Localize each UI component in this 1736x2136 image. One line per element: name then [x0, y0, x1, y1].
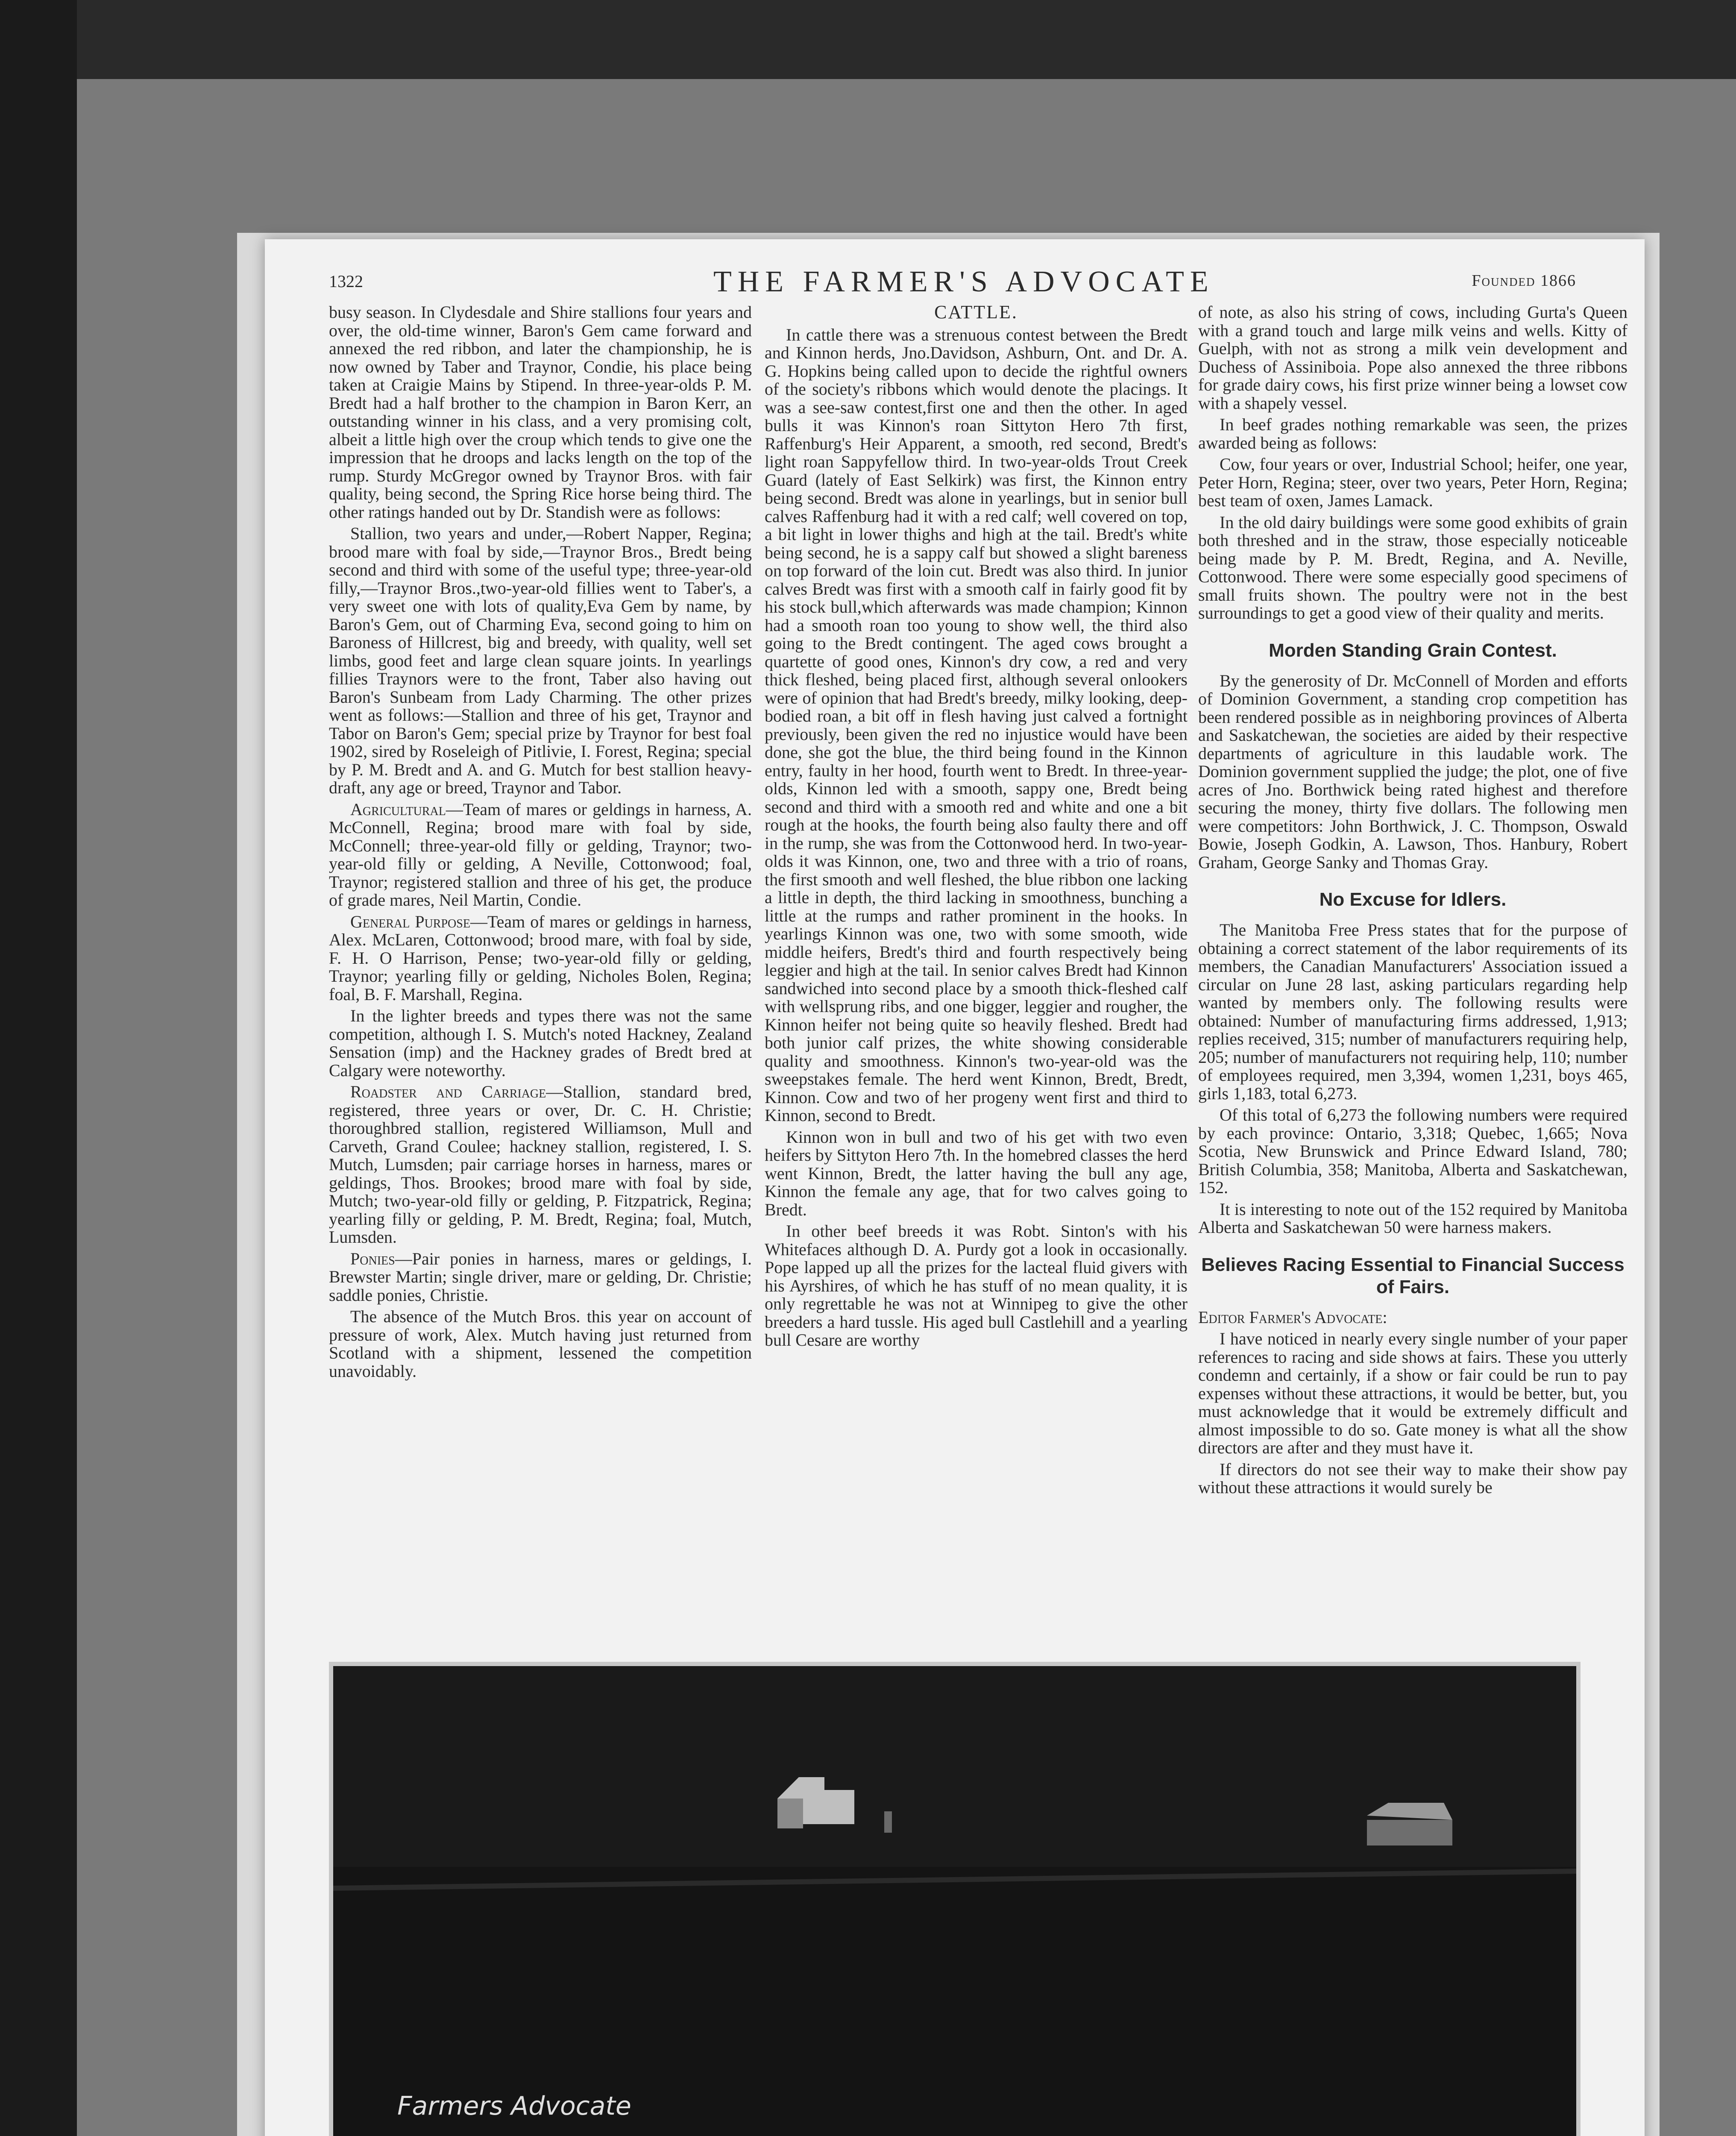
article-column-1 — [329, 303, 752, 1658]
film-border-left — [0, 0, 77, 2136]
section-heading-cattle: CATTLE. — [934, 303, 1018, 323]
section-label: Roadster and Carriage — [350, 1082, 546, 1101]
article-heading-idlers: No Excuse for Idlers. — [1319, 889, 1507, 910]
article-heading-racing: Believes Racing Essential to Financial Success of Fairs. — [1201, 1254, 1625, 1297]
paragraph-text: —Team of mares or geldings in harness, Alex. McLaren, Cottonwood; brood mare, with foal by side, F. H. O Harrison, Pense; two-year-old filly or gelding, Traynor; yearling filly or gelding, Nicholes Bolen, Regina; foal, B. F. Marshall, Regina. — [329, 912, 752, 1004]
article-column-2 — [765, 303, 1188, 1658]
paragraph: In the lighter breeds and types there was not the same competition, although I. S. Mutch's noted Hackney, Zealand Sensation (imp) and the Hackney grades of Bredt bred at Calgary were noteworthy. — [329, 1006, 752, 1080]
paragraph — [329, 913, 752, 1004]
paragraph-text: —Pair ponies in harness, mares or geldings, I. Brewster Martin; single driver, mare or gelding, Dr. Christie; saddle ponies, Christie. — [329, 1249, 752, 1305]
paragraph: Cow, four years or over, Industrial School; heifer, one year, Peter Horn, Regina; steer, over two years, Peter Horn, Regina; best team of oxen, James Lamack. — [1198, 455, 1628, 510]
film-border-top — [0, 0, 1736, 79]
section-label: Ponies — [350, 1249, 395, 1268]
paragraph: of note, as also his string of cows, including Gurta's Queen with a grand touch and large milk veins and wells. Kitty of Guelph, with not as strong a milk vein development and Duchess of Assiniboia. Pope also annexed the three ribbons for grade dairy cows, his first prize winner being a lowset cow with a shapely vessel. — [1198, 303, 1628, 413]
paragraph: If directors do not see their way to make their show pay without these attractions it would surely be — [1198, 1459, 1628, 1497]
paragraph: Of this total of 6,273 the following numbers were required by each province: Ontario, 3,318; Quebec, 1,665; Nova Scotia, New Brunswick and Prince Edward Island, 780; British Columbia, 358; Manitoba, Alberta and Saskatchewan, 152. — [1198, 1105, 1628, 1197]
photo-watermark: Farmers Advocate — [397, 2091, 631, 2121]
windmill-post — [884, 1811, 892, 1833]
paragraph: I have noticed in nearly every single number of your paper references to racing and side shows at fairs. These you utterly condemn and certainly, if a show or fair could be run to pay expenses without these attractions, it would be better, but, you must acknowledge that it would be extremely difficult and almost impossible to do so. Gate money is what all the show directors are after and they must have it. — [1198, 1329, 1628, 1457]
paragraph: It is interesting to note out of the 152 required by Manitoba Alberta and Saskatchewan 50 were harness makers. — [1198, 1199, 1628, 1237]
page-header — [265, 239, 1645, 298]
masthead-title: THE FARMER'S ADVOCATE — [713, 265, 1214, 298]
newspaper-page — [265, 239, 1645, 2136]
paragraph: In other beef breeds it was Robt. Sinton's with his Whitefaces although D. A. Purdy got a look in occasionally. Pope lapped up all the prizes for the lacteal fluid givers with his Ayrshires, of which he has stuff of no mean quality, it is only regrettable he was not at Winnipeg to give the other breeders a hard tussle. His aged bull Castlehill and a yearling bull Cesare are worthy — [765, 1221, 1188, 1350]
paragraph: In the old dairy buildings were some good exhibits of grain both threshed and in the straw, those especially noticeable being made by P. M. Bredt, Regina, and A. Neville, Cottonwood. There were some especially good specimens of small fruits shown. The poultry were not in the best surroundings to get a good view of their quality and merits. — [1198, 512, 1628, 622]
paragraph-text: —Stallion, standard bred, registered, three years or over, Dr. C. H. Christie; thoroughbred stallion, registered Williamson, Mull and Carveth, Grand Coulee; hackney stallion, registered, I. S. Mutch, Lumsden; pair carriage horses in harness, mares or geldings, Thos. Brookes; brood mare with foal by side, Mutch; two-year-old filly or gelding, P. Fitzpatrick, Regina; yearling filly or gelding, P. M. Bredt, Regina; foal, Mutch, Lumsden. — [329, 1082, 752, 1247]
paragraph-text: —Team of mares or geldings in harness, A. McConnell, Regina; brood mare with foal by side, McConnell; three-year-old filly or gelding, Traynor; two-year-old filly or gelding, A Neville, Cottonwood; foal, Traynor; registered stallion and three of his get, the produce of grade mares, Neil Martin, Condie. — [329, 799, 752, 910]
paragraph: By the generosity of Dr. McConnell of Morden and efforts of Dominion Government, a standing crop competition has been rendered possible as in neighboring provinces of Alberta and Saskatchewan, the societies are aided by their respective departments of agriculture in this laudable work. The Dominion government supplied the judge; the plot, one of five acres of Jno. Borthwick being rated highest and therefore securing the money, thirty five dollars. The following men were competitors: John Borthwick, J. C. Thompson, Oswald Bowie, Joseph Godkin, A. Lawson, Thos. Hanbury, Robert Graham, George Sanky and Thomas Gray. — [1198, 671, 1628, 872]
paragraph: busy season. In Clydesdale and Shire stallions four years and over, the old-time winner, Baron's Gem came forward and annexed the red ribbon, and later the championship, he is now owned by Taber and Traynor, Condie, his place being taken at Craigie Mains by Stipend. In three-year-olds P. M. Bredt had a half brother to the champion in Baron Kerr, an outstanding winner in his class, and a very promising colt, albeit a little high over the croup which tends to give one the impression that he droops and lacks length on the top of the rump. Sturdy McGregor owned by Traynor Bros. with fair quality, being second, the Spring Rice horse being third. The other ratings handed out by Dr. Standish were as follows: — [329, 303, 752, 522]
article-column-3 — [1198, 303, 1628, 1658]
article-heading-grain-contest: Morden Standing Grain Contest. — [1269, 640, 1557, 661]
paragraph — [329, 801, 752, 910]
paragraph: The absence of the Mutch Bros. this year on account of pressure of work, Alex. Mutch having just returned from Scotland with a shipment, lessened the competition unavoidably. — [329, 1307, 752, 1381]
page-number: 1322 — [329, 272, 363, 291]
founded-note: Founded 1866 — [1472, 272, 1576, 290]
prairie-photo-image — [333, 1666, 1576, 2136]
section-label: General Purpose — [350, 912, 470, 931]
section-label: Agricultural — [350, 799, 446, 819]
prairie-photograph — [329, 1662, 1581, 2136]
editor-salutation: Editor Farmer's Advocate: — [1198, 1307, 1387, 1327]
paragraph — [329, 1250, 752, 1305]
paragraph: The Manitoba Free Press states that for the purpose of obtaining a correct statement of the labor requirements of its members, the Canadian Manufacturers' Association issued a circular on June 28 last, asking particulars regarding help wanted by members only. The following results were obtained: Number of manufacturing firms addressed, 1,913; replies received, 315; number of manufacturers requiring help, 205; number of manufacturers not requiring help, 110; number of employees required, men 3,394, women 1,231, boys 465, girls 1,183, total 6,273. — [1198, 920, 1628, 1103]
paragraph: In beef grades nothing remarkable was seen, the prizes awarded being as follows: — [1198, 415, 1628, 452]
paragraph — [329, 1083, 752, 1247]
paragraph: Stallion, two years and under,—Robert Napper, Regina; brood mare with foal by side,—Traynor Bros., Bredt being second and third with some of the useful type; three-year-old filly,—Traynor Bros.,two-year-old fillies went to Taber's, a very sweet one with lots of quality,Eva Gem by name, by Baron's Gem, out of Charming Eva, second going to him on Baroness of Hillcrest, big and breedy, with quality, well set limbs, good feet and large clean square joints. In yearlings fillies Traynors were to the front, Taber also having out Baron's Sunbeam from Lady Charming. The other prizes went as follows:—Stallion and three of his get, Traynor and Tabor on Baron's Gem; special prize by Traynor for best foal 1902, sired by Roseleigh of Pitlivie, I. Forest, Regina; special by P. M. Bredt and A. and G. Mutch for best stallion heavy-draft, any age or breed, Traynor and Tabor. — [329, 524, 752, 797]
barn — [1367, 1803, 1452, 1846]
paragraph: Kinnon won in bull and two of his get with two even heifers by Sittyton Hero 7th. In the homebred classes the herd went Kinnon, Bredt, the latter having the bull any age, Kinnon the female any age, that for two calves going to Bredt. — [765, 1127, 1188, 1219]
paragraph: In cattle there was a strenuous contest between the Bredt and Kinnon herds, Jno.Davidson, Ashburn, Ont. and Dr. A. G. Hopkins being called upon to decide the rightful owners of the society's ribbons which would denote the placings. It was a see-saw contest,first one and then the other. In aged bulls it was Kinnon's roan Sittyton Hero 7th first, Raffenburg's Heir Apparent, a smooth, red second, Bredt's light roan Sappyfellow third. In two-year-olds Trout Creek Guard (lately of East Selkirk) was first, the Kinnon entry being second. Bredt was alone in yearlings, but in senior bull calves Raffenburg had it with a red calf; well covered on top, a bit light in lower thighs and high at the tail. Bredt's white being second, he is a sappy calf but showed a slight bareness on top forward of the loin cut. Bredt was also third. In junior calves Bredt was first with a smooth calf in fairly good fit by his stock bull,which afterwards was made champion; Kinnon had a smooth roan too young to show well, the third also going to the Bredt contingent. The aged cows brought a quartette of good ones, Kinnon's dry cow, a red and very thick fleshed, being placed first, although several onlookers were of opinion that had Bredt's breedy, milky looking, deep-bodied roan, a bit off in flesh having just calved a fortnight previously, been given the red no injustice would have been done, she got the blue, the third being found in the Kinnon entry, faulty in her hood, fourth went to Bredt. In three-year-olds, Kinnon led with a smooth, sappy one, Bredt being second and third with a smooth red and white and one a bit rough at the hooks, the fourth being also faulty there and off in the rump, she was from the Cottonwood herd. In two-year-olds it was Kinnon, one, two and three with a trio of roans, the first smooth and well fleshed, the blue ribbon one lacking a little in depth, the third lacking in smoothness, bunching a little at the rumps and rather prominent in the hooks. In yearlings Kinnon was one, two with some smooth, wide middle heifers, Bredt's third and fourth respectively being leggier and high at the tail. In senior calves Bredt had Kinnon sandwiched into second place by a smooth thick-fleshed calf with wellsprung ribs, and one bigger, leggier and rougher, the Kinnon heifer not being quite so heavily fleshed. Bredt had both junior calf prizes, the white showing considerable quality and smoothness. Kinnon's two-year-old was the sweepstakes female. The herd went Kinnon, Bredt, Bredt, Kinnon. Cow and two of her progeny went first and third to Kinnon, second to Bredt. — [765, 325, 1188, 1125]
